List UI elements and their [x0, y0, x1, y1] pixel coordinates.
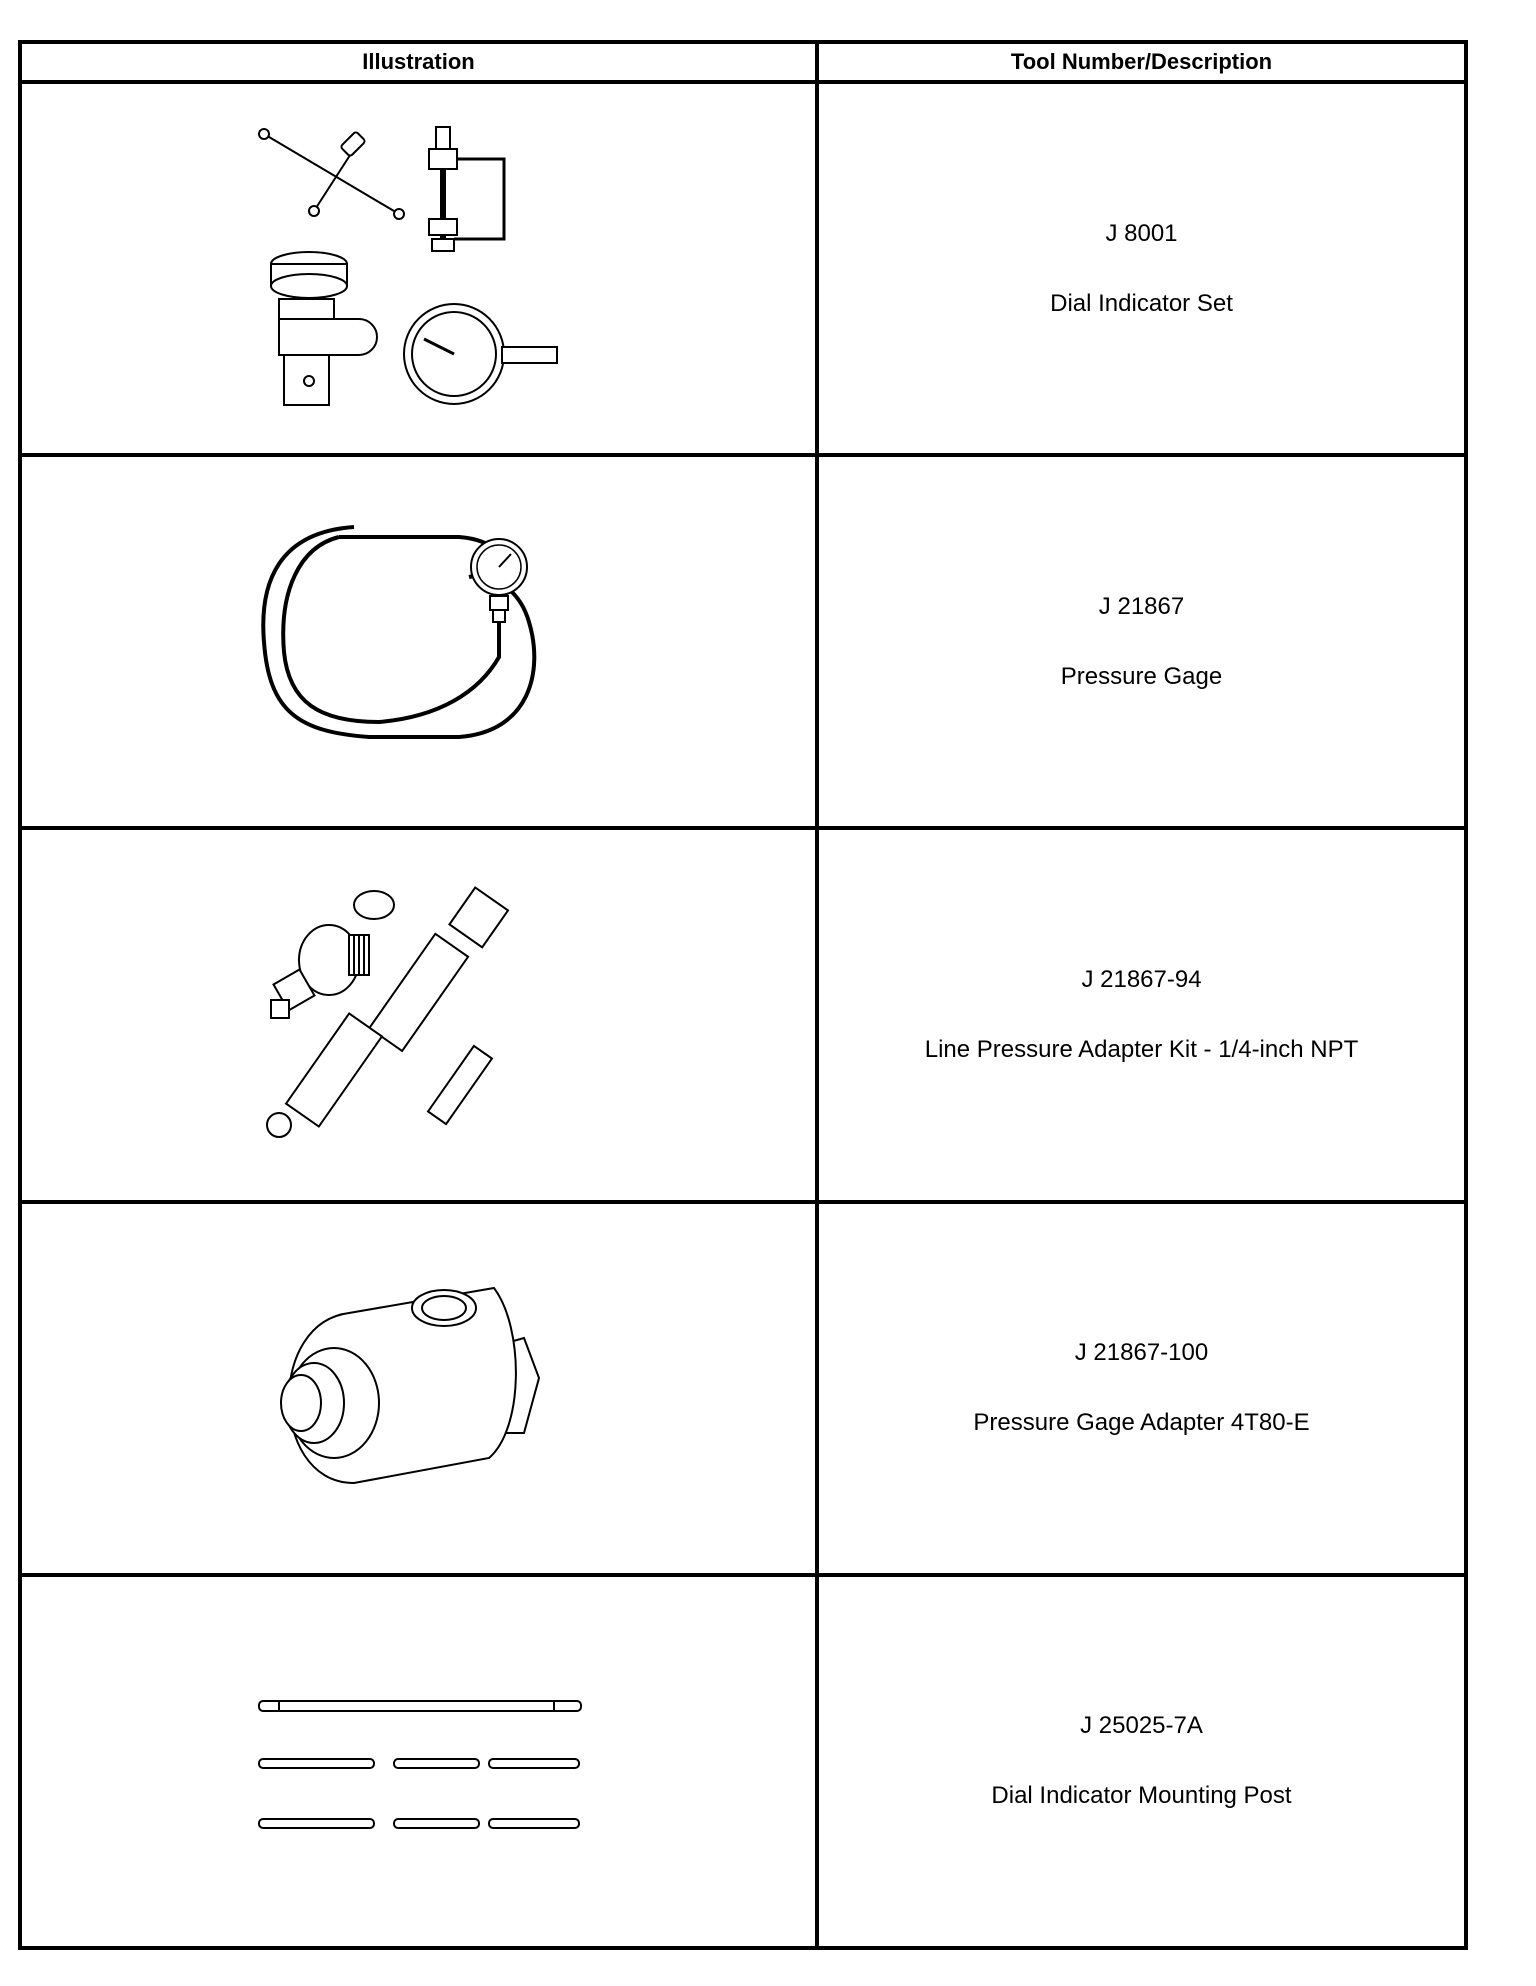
tool-description: Line Pressure Adapter Kit - 1/4-inch NPT [924, 1035, 1359, 1063]
tool-description-cell [817, 455, 1466, 828]
tool-description: Dial Indicator Mounting Post [991, 1782, 1292, 1810]
pressure-gage-icon [259, 522, 579, 762]
tool-header: Tool Number/Description [817, 42, 1466, 82]
table-row [20, 828, 1466, 1201]
tool-description: Dial Indicator Set [1050, 289, 1233, 317]
pressure-gage-adapter-icon [259, 1268, 579, 1508]
dial-indicator-set-icon [254, 119, 584, 419]
tool-number: J 21867-94 [1081, 965, 1202, 993]
illustration-cell [20, 828, 817, 1201]
tool-number: J 21867 [1098, 592, 1185, 620]
tool-number: J 21867-100 [1074, 1339, 1209, 1367]
table-row [20, 1202, 1466, 1575]
tool-table [18, 40, 1468, 1950]
tool-number: J 8001 [1105, 219, 1178, 247]
line-pressure-adapter-kit-icon [259, 875, 579, 1155]
tool-description-cell [817, 1202, 1466, 1575]
table-row [20, 82, 1466, 455]
tool-description: Pressure Gage Adapter 4T80-E [973, 1409, 1310, 1437]
table-row [20, 1575, 1466, 1948]
tool-description-cell [817, 828, 1466, 1201]
illustration-cell [20, 1202, 817, 1575]
illustration-header: Illustration [20, 42, 817, 82]
tool-description: Pressure Gage [1060, 662, 1223, 690]
table-row [20, 455, 1466, 828]
table-header-row [20, 42, 1466, 82]
illustration-cell [20, 82, 817, 455]
tool-number: J 25025-7A [1080, 1712, 1203, 1740]
illustration-cell [20, 1575, 817, 1948]
mounting-post-icon [254, 1691, 584, 1831]
tool-description-cell [817, 82, 1466, 455]
tool-description-cell [817, 1575, 1466, 1948]
illustration-cell [20, 455, 817, 828]
